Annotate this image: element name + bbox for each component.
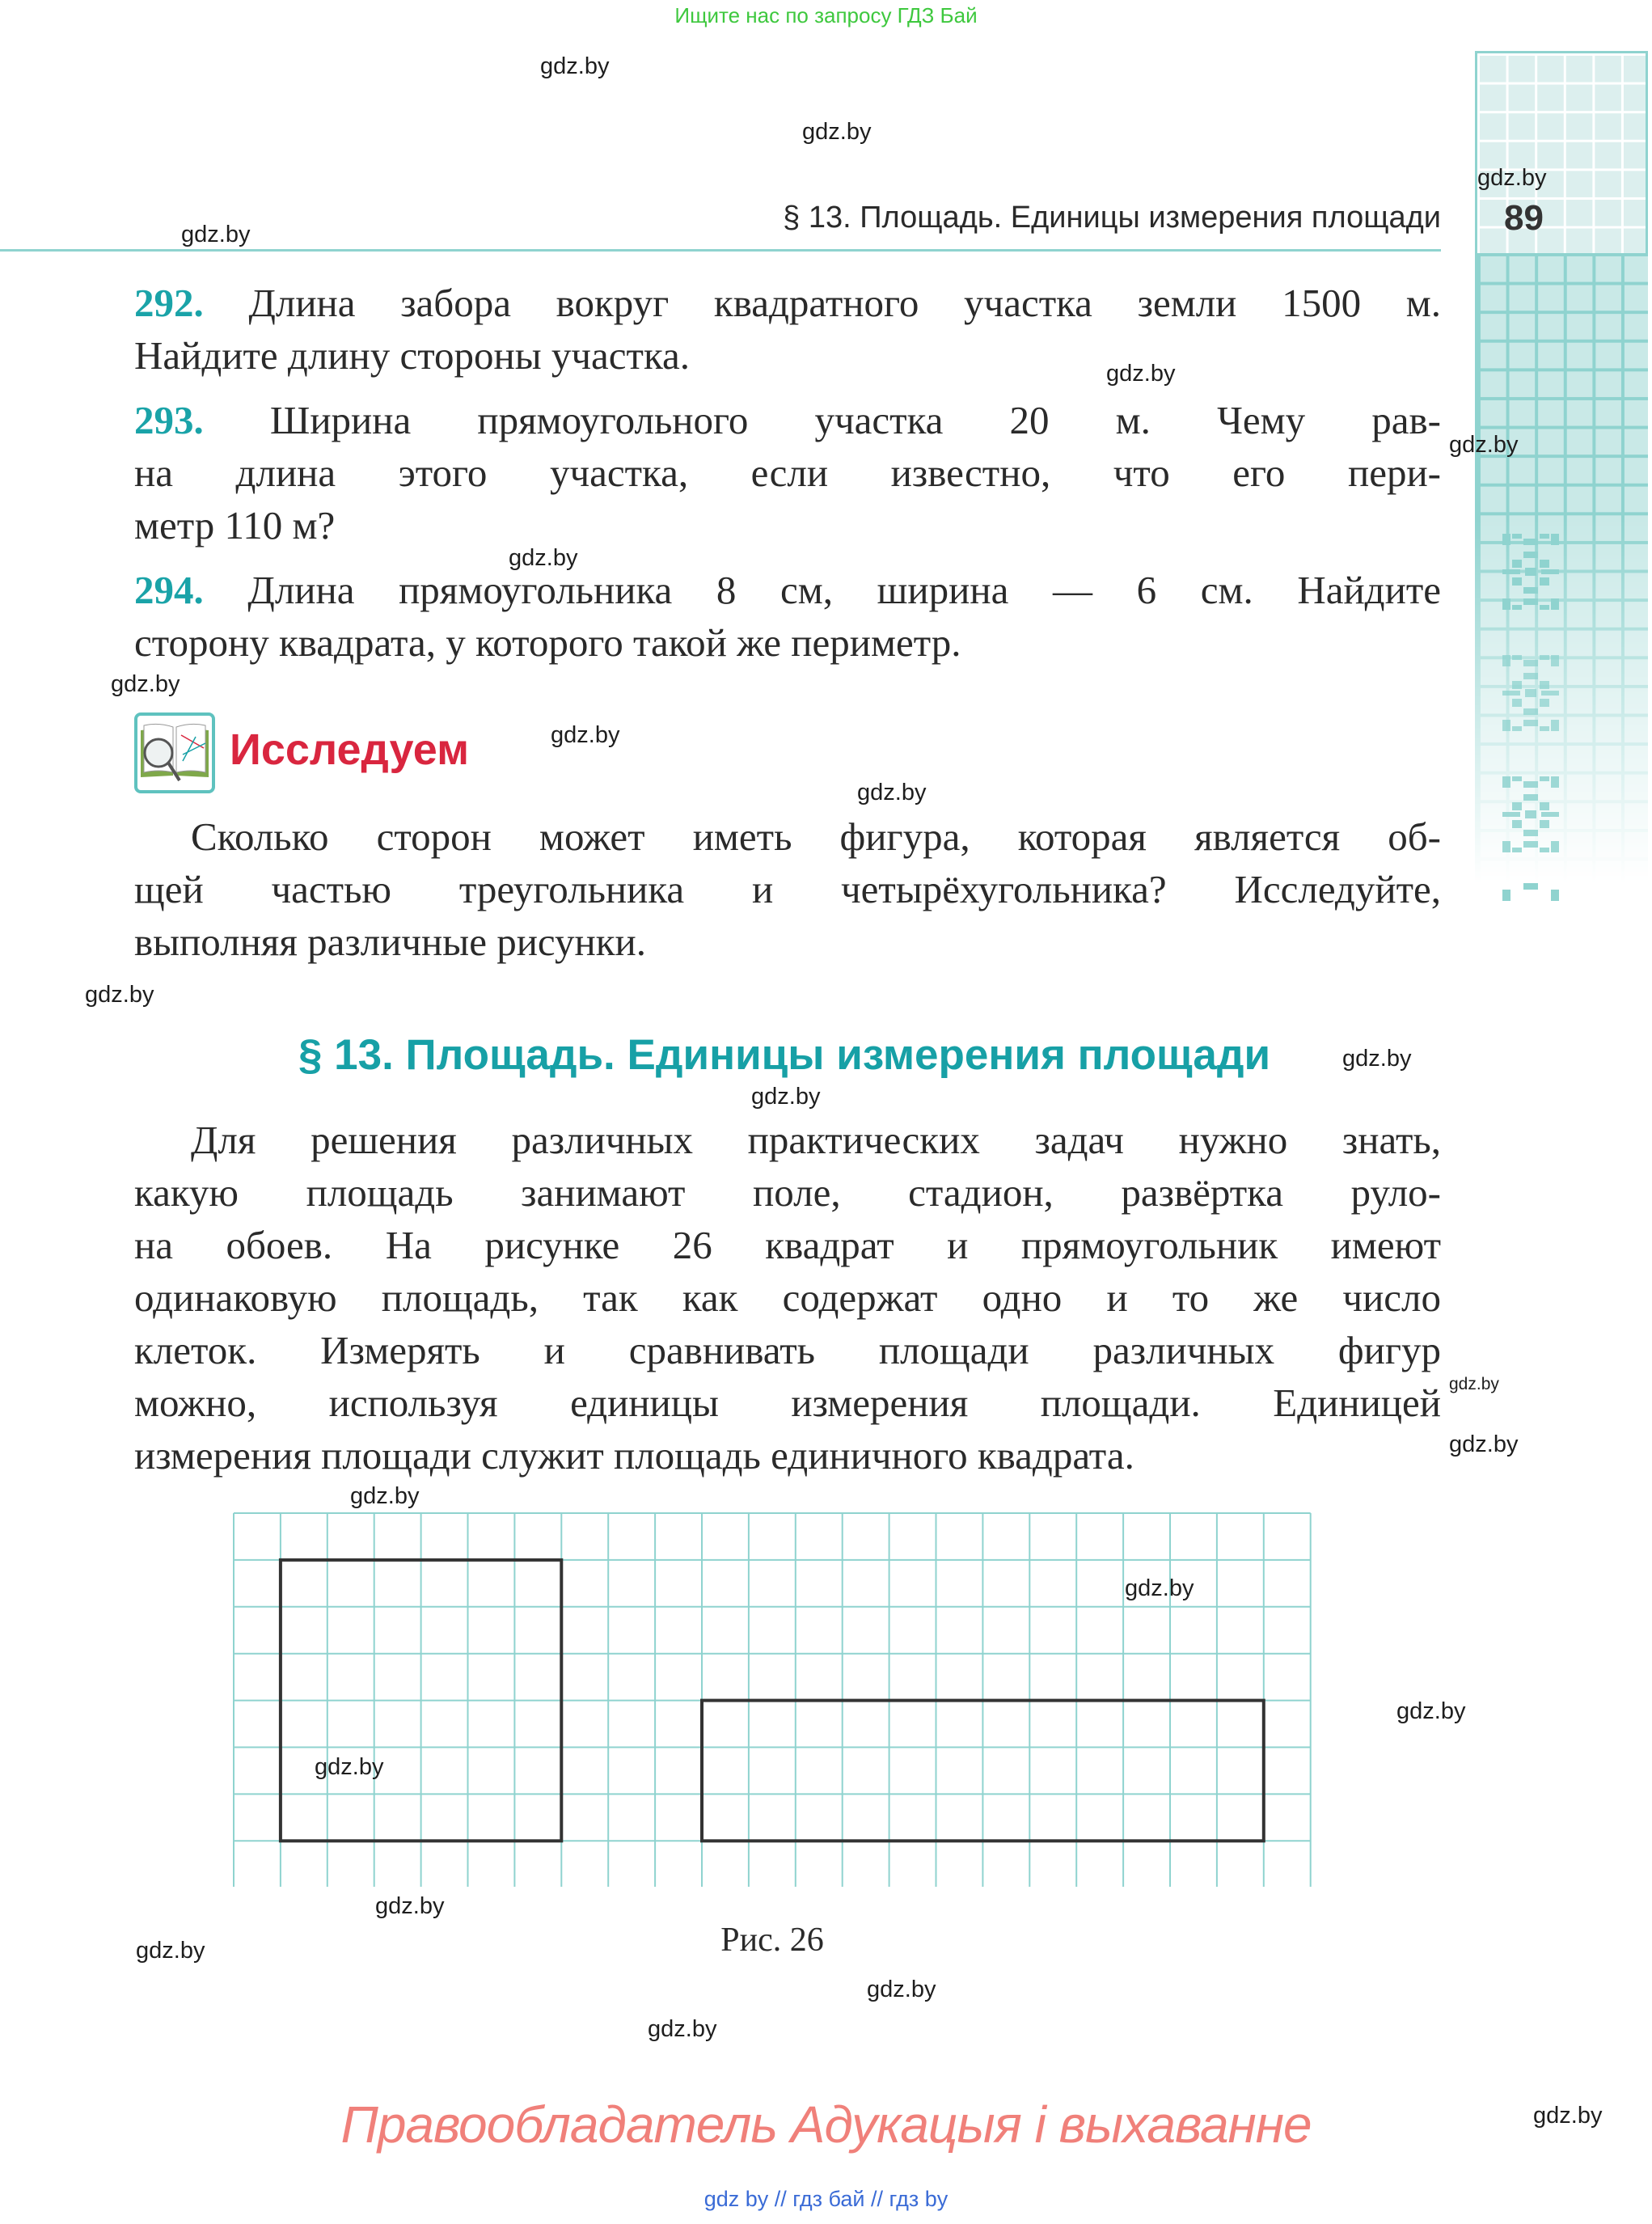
page-number: 89 [1504,198,1544,238]
watermark: gdz.by [551,722,620,748]
explore-book-magnifier-icon [134,712,215,793]
watermark: gdz.by [648,2016,717,2042]
ornament-icon [1502,534,1559,906]
exercise-292 [134,277,1441,382]
watermark: gdz.by [136,1938,205,1964]
copyright-notice: Правообладатель Адукацыя і выхаванне [340,2095,1312,2154]
watermark: gdz.by [375,1893,445,1919]
exercise-293 [134,394,1441,552]
exercise-text: на длина этого участка, если известно, что его пери- [134,450,1441,495]
explore-text: выполняя различные рисунки. [134,920,647,964]
exercise-number: 293. [134,398,204,442]
watermark: gdz.by [1342,1046,1412,1072]
body-text: одинаковую площадь, так как содержат одно и то же число [134,1275,1441,1320]
watermark: gdz.by [857,780,927,805]
section-body [134,1114,1441,1482]
exercise-text: Ширина прямоугольного участка 20 м. Чему рав- [269,398,1442,442]
body-text: на обоев. На рисунке 26 квадрат и прямоугольник имеют [134,1223,1441,1267]
watermark: gdz.by [509,545,578,571]
watermark: gdz.by [1449,1375,1499,1393]
body-text: какую площадь занимают поле, стадион, развёртка руло- [134,1170,1441,1215]
watermark: gdz.by [751,1084,821,1110]
watermark: gdz.by [350,1483,420,1509]
watermark: gdz.by [1449,432,1519,458]
exercise-text: Длина прямоугольника 8 см, ширина — 6 см. Найдите [247,568,1441,612]
watermark: gdz.by [85,982,154,1008]
running-title: § 13. Площадь. Единицы измерения площади [783,201,1441,235]
watermark: gdz.by [802,119,872,145]
body-text: можно, используя единицы измерения площади. Единицей [134,1380,1441,1425]
exercise-text: сторону квадрата, у которого такой же периметр. [134,620,961,665]
explore-text: щей частью треугольника и четырёхугольника? Исследуйте, [134,867,1441,911]
figure-caption: Рис. 26 [720,1922,824,1959]
exercise-number: 294. [134,568,204,612]
header-divider [0,249,1441,252]
explore-task [134,810,1441,968]
watermark: gdz.by [111,671,180,697]
explore-text: Сколько сторон может иметь фигура, которая является об- [191,814,1441,859]
explore-heading: Исследуем [230,725,470,774]
watermark: gdz.by [540,53,610,79]
figure-26-grid [232,1512,1312,1887]
watermark: gdz.by [1477,165,1547,191]
exercise-number: 292. [134,281,204,325]
body-text: клеток. Измерять и сравнивать площади различных фигур [134,1328,1441,1372]
exercise-text: Найдите длину стороны участка. [134,333,691,378]
exercise-294 [134,564,1441,669]
watermark: gdz.by [1449,1431,1519,1457]
sidebar-grid-top [1475,51,1648,253]
footer-links[interactable]: gdz by // гдз бай // гдз by [703,2187,949,2211]
watermark: gdz.by [1125,1575,1194,1601]
watermark: gdz.by [181,222,251,247]
watermark: gdz.by [867,1977,936,2002]
watermark: gdz.by [315,1754,384,1780]
body-text: измерения площади служит площадь единичного квадрата. [134,1433,1134,1478]
watermark: gdz.by [1396,1698,1466,1724]
top-banner[interactable]: Ищите нас по запросу ГДЗ Бай [674,3,978,27]
section-heading: § 13. Площадь. Единицы измерения площади [298,1031,1271,1079]
sidebar-grid-bottom [1475,253,1648,916]
body-text: Для решения различных практических задач нужно знать, [191,1118,1441,1162]
watermark: gdz.by [1533,2103,1603,2129]
exercise-text: Длина забора вокруг квадратного участка земли 1500 м. [248,281,1442,325]
exercise-text: метр 110 м? [134,503,336,548]
watermark: gdz.by [1106,361,1176,387]
